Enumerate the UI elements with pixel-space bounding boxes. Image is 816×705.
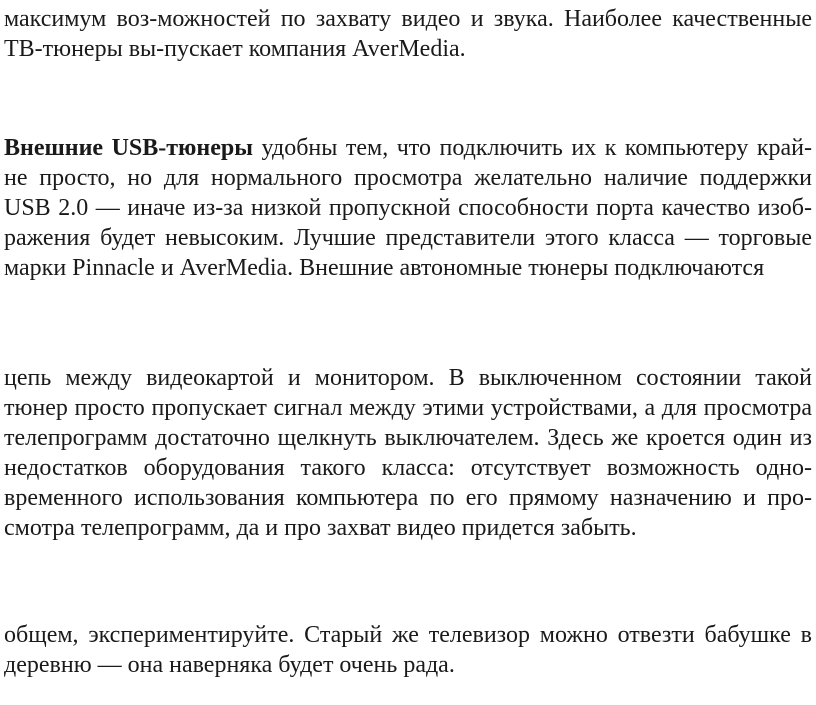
text-line: марки Pinnacle и AverMedia. Внешние автономные тюнеры подключаются (4, 255, 765, 281)
text-line: ражения будет невысоким. Лучшие представители этого класса — торговые (4, 225, 812, 251)
text-line (4, 133, 812, 163)
text-line: тюнер просто пропускает сигнал между этими устройствами, а для просмотра (4, 395, 812, 421)
paragraph-3 (4, 363, 812, 543)
paragraph-1 (4, 4, 812, 64)
bold-lead-text: Внешние USB-тюнеры (4, 135, 253, 161)
text-line: деревню — она наверняка будет очень рада. (4, 652, 455, 678)
text-line: USB 2.0 — иначе из-за низкой пропускной способности порта качество изоб- (4, 195, 812, 221)
text-line: ТВ-тюнеры вы-пускает компания AverMedia. (4, 36, 466, 62)
text-line-rest: удобны тем, что подключить их к компьютеру край- (252, 135, 812, 161)
text-line: недостатков оборудования такого класса: отсутствует возможность одно- (4, 455, 812, 481)
text-line: максимум воз-можностей по захвату видео и звука. Наиболее качественные (4, 6, 812, 32)
text-line: временного использования компьютера по его прямому назначению и про- (4, 485, 812, 511)
paragraph-4 (4, 620, 812, 680)
paragraph-2 (4, 133, 812, 283)
text-line: телепрограмм достаточно щелкнуть выключателем. Здесь же кроется один из (4, 425, 812, 451)
text-line: цепь между видеокартой и монитором. В выключенном состоянии такой (4, 365, 812, 391)
text-line: смотра телепрограмм, да и про захват видео придется забыть. (4, 515, 637, 541)
text-line: не просто, но для нормального просмотра желательно наличие поддержки (4, 165, 812, 191)
text-line: общем, экспериментируйте. Старый же телевизор можно отвезти бабушке в (4, 622, 812, 648)
